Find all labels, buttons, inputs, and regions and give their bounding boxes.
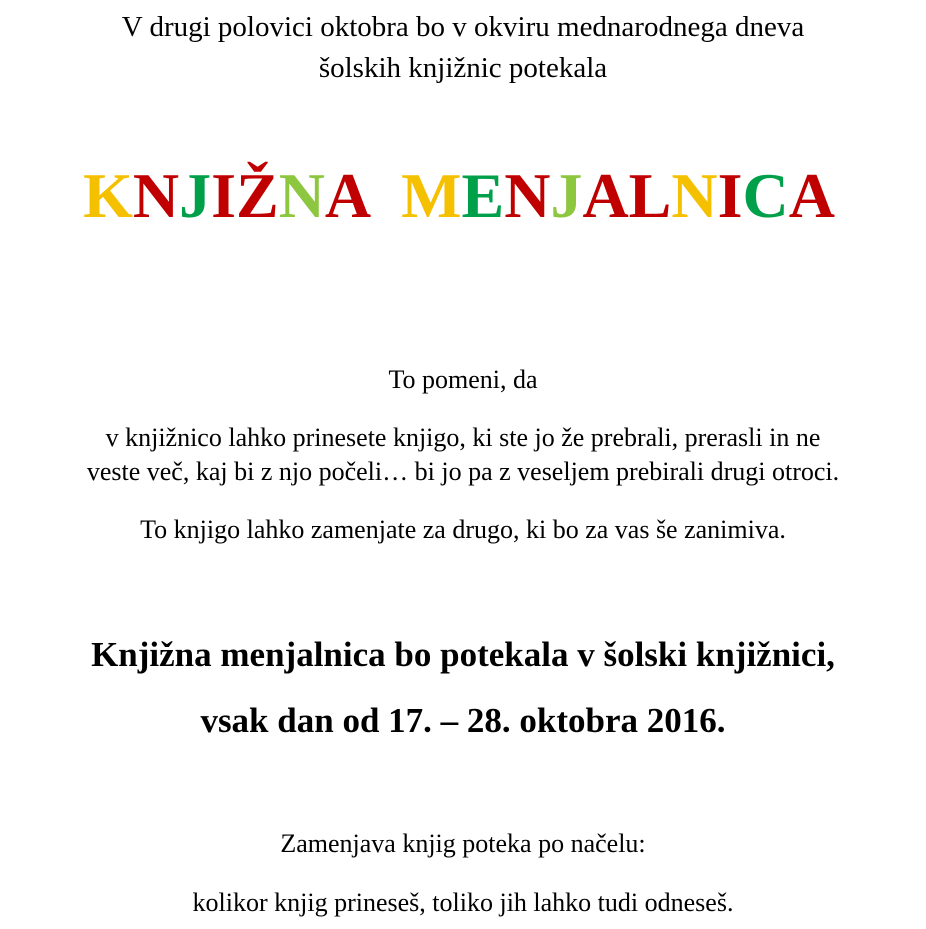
title-letter: I xyxy=(211,160,236,231)
title-letter: N xyxy=(671,160,718,231)
title-letter: E xyxy=(461,160,505,231)
title-letter: K xyxy=(83,160,133,231)
title-letter: N xyxy=(504,160,551,231)
title-letter: N xyxy=(278,160,325,231)
intro-line-1: V drugi polovici oktobra bo v okviru mednarodnega dneva xyxy=(121,11,805,43)
explanation-para1-line1: v knjižnico lahko prinesete knjigo, ki ste jo že prebrali, prerasli in ne xyxy=(105,423,821,452)
intro-line-2: šolskih knjižnic potekala xyxy=(318,52,608,84)
title-word-menjalnica xyxy=(401,160,835,231)
title-letter: C xyxy=(742,160,789,231)
title-letter: I xyxy=(717,160,743,231)
title-letter: J xyxy=(550,160,583,231)
explanation-para2: To knjigo lahko zamenjate za drugo, ki bo za vas še zanimiva. xyxy=(140,515,786,544)
event-title xyxy=(0,160,922,232)
title-letter: A xyxy=(788,160,835,231)
title-word-knjizna xyxy=(83,160,371,231)
title-letter: M xyxy=(401,160,462,231)
rule-line-1: Zamenjava knjig poteka po načelu: xyxy=(280,829,646,858)
title-letter: A xyxy=(582,160,629,231)
announcement-line-2: vsak dan od 17. – 28. oktobra 2016. xyxy=(200,701,726,740)
title-letter: L xyxy=(628,160,672,231)
explanation-lead: To pomeni, da xyxy=(388,365,538,394)
title-letter: Ž xyxy=(236,160,279,231)
title-letter: N xyxy=(132,160,180,231)
title-letter: J xyxy=(179,160,212,231)
explanation-para1-line2: veste več, kaj bi z njo počeli… bi jo pa z veseljem prebirali drugi otroci. xyxy=(86,457,840,486)
announcement-line-1: Knjižna menjalnica bo potekala v šolski knjižnici, xyxy=(91,635,835,674)
rule-line-2: kolikor knjig prineseš, toliko jih lahko tudi odneseš. xyxy=(192,888,734,917)
title-letter: A xyxy=(324,160,372,231)
